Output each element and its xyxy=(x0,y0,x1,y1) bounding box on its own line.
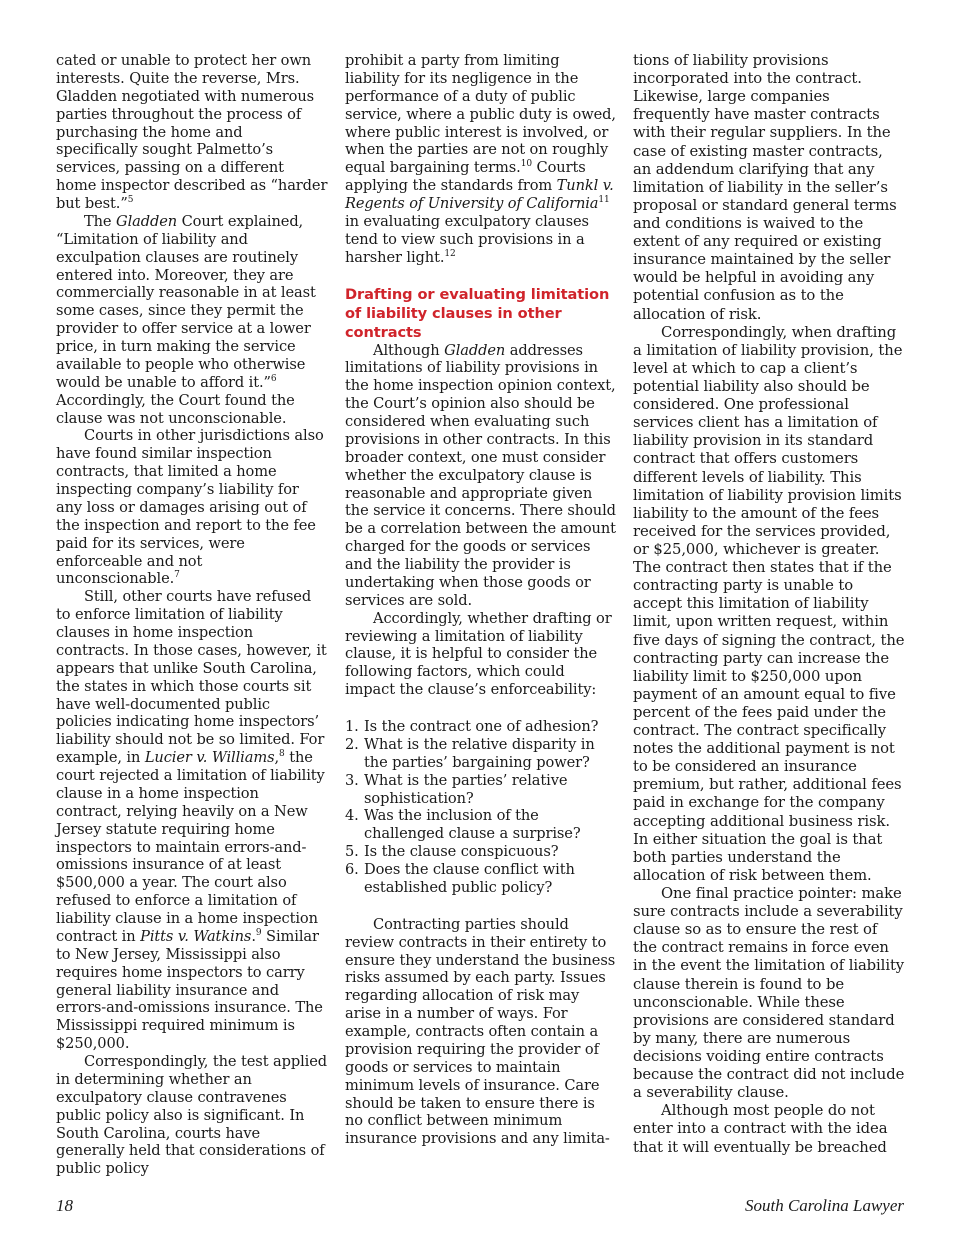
footnote-ref[interactable]: 7 xyxy=(174,570,180,581)
paragraph xyxy=(56,213,328,428)
text-run: 1. xyxy=(345,718,359,735)
list-item xyxy=(345,736,617,772)
text-run: 3. xyxy=(345,771,359,789)
text-run: Accordingly, the Court found the clause was not unconscionable. xyxy=(56,391,295,427)
case-name: Pitts v. Watkins xyxy=(140,927,252,945)
text-run: prohibit a party from limiting liability for its negligence in the performance of a duty of public service, where a public duty is owed, where public interest is involved, or when the parties are not on roughly equal bargaining terms. xyxy=(345,52,616,177)
case-name: Lucier v. Williams xyxy=(144,749,275,767)
journal-name: South Carolina Lawyer xyxy=(745,1196,904,1215)
paragraph xyxy=(56,1053,328,1178)
text-run: The xyxy=(84,212,117,230)
paragraph xyxy=(633,1102,905,1156)
text-run: addresses limitations of liability provisions in the home inspection opinion context, the Court’s opinion also should be considered when evaluating such provisions in other contracts. In this broader context, one must consider whether the exculpatory clause is reasonable and appropriate given the service it concerns. There should be a correlation between the amount charged for the goods or services and the liability the provider is undertaking when those goods or services are sold. xyxy=(345,341,616,609)
case-name: Gladden xyxy=(116,212,178,230)
text-run: Correspondingly, when drafting a limitation of liability provision, the level at which to cap a client’s potential liability also should be considered. One professional services client has a limitation of liability provision in its standard contract that offers customers different levels of liability. This limitation of liability provision limits liability to the amount of the fees received for the services provided, or $25,000, whichever is greater. The contract then states that if the contracting party is unable to accept this limitation of liability limit, upon written request, within five days of signing the contract, the contracting party can increase the liability limit to $250,000 upon payment of an amount equal to five percent of the fees paid under the contract. The contract specifically notes the additional payment is not to be considered an insurance premium, but rather, additional fees paid in exchange for the company accepting additional business risk. In either situation the goal is that both parties understand the allocation of risk between them. xyxy=(633,323,905,884)
text-run: 5. xyxy=(345,843,359,861)
footnote-ref[interactable]: 9 xyxy=(255,927,262,938)
text-run: Similar to New Jersey, Mississippi also requires home inspectors to carry general liability insurance and errors-and-omissions insurance. The Mississippi required minimum is $250,000. xyxy=(56,927,323,1053)
text-run: Does the clause conflict with established public policy? xyxy=(364,861,575,896)
text-run: Was the inclusion of the challenged clause a surprise? xyxy=(364,807,581,843)
text-run: 2. xyxy=(345,735,359,753)
page-number: 18 xyxy=(56,1196,73,1215)
text-run: cated or unable to protect her own interests. Quite the reverse, Mrs. Gladden negotiated with numerous parties throughout the process of purchasing the home and specifically sought Palmetto’s services, passing on a different home inspector described as “harder but best.” xyxy=(56,52,328,212)
paragraph xyxy=(56,52,328,213)
text-run: Is the clause conspicuous? xyxy=(364,843,559,861)
footnote-ref[interactable]: 6 xyxy=(270,373,277,384)
text-run: Court explained, “Limitation of liability and exculpation clauses are routinely entered into. Moreover, they are commercially reasonable in at least some cases, since they permit the provider to offer service at a lower price, in turn making the service available to people who otherwise would be unable to afford it.” xyxy=(56,212,316,391)
paragraph xyxy=(633,52,905,324)
paragraph xyxy=(345,52,617,267)
text-run: Accordingly, whether drafting or reviewing a limitation of liability clause, it is helpful to consider the following factors, which could impact the clause’s enforceability: xyxy=(345,609,612,699)
column-3 xyxy=(633,52,905,1157)
footnote-ref[interactable]: 12 xyxy=(444,248,456,259)
paragraph xyxy=(56,427,328,588)
text-run: Courts in other jurisdictions also have found similar inspection contracts, that limited a home inspecting company’s liability for any loss or damages arising out of the inspection and report to the fee paid for its services, were enforceable and not unconscionable. xyxy=(56,427,324,588)
text-run: What is the parties’ relative sophistication? xyxy=(364,771,568,807)
text-run: Is the contract one of adhesion? xyxy=(364,718,599,735)
paragraph: Still, other courts have refused to enforce limitation of liability clauses in home inspection contracts. In those cases, however, it appears that unlike South Carolina, the states in which those courts sit have well-documented public policies indicating home inspectors’ liability should not be so limited. For example, in Lucier v. Williams,$^8$ the court rejected a limitation of liability clause in a home inspection contract, relying heavily on a New Jersey statute requiring home inspectors to maintain errors-and-omissions insurance of at least $500,000 a year. The court also refused to enforce a limitation of liability clause in a home inspection contract in Pitts v. Watkins.$^9$ Similar to New Jersey, Mississippi also requires home inspectors to carry general liability insurance and errors-and-omissions insurance. The Mississippi required minimum is $250,000. xyxy=(56,588,327,1053)
list-item xyxy=(345,772,617,808)
text-run: Although most people do not enter into a contract with the idea that it will eventually be breached xyxy=(633,1102,888,1156)
footnote-ref[interactable]: 8 xyxy=(279,749,285,760)
text-run: Although xyxy=(373,341,445,359)
column-2 xyxy=(345,52,617,1148)
list-item xyxy=(345,861,617,897)
text-run: What is the relative disparity in the parties’ bargaining power? xyxy=(364,735,595,771)
list-item xyxy=(345,843,617,861)
text-run: the court rejected a limitation of liability clause in a home inspection contract, relying heavily on a New Jersey statute requiring home inspectors to maintain errors-and-omissions insurance of at least $500,000 a year. The court also refused to enforce a limitation of liability clause in a home inspection contract in xyxy=(56,749,325,945)
paragraph xyxy=(633,324,905,885)
paragraph xyxy=(345,610,617,699)
text-run: Correspondingly, the test applied in determining whether an exculpatory clause contravenes public policy also is significant. In South Carolina, courts have generally held that considerations of public policy xyxy=(56,1053,327,1178)
text-run: Contracting parties should review contracts in their entirety to ensure they understand the business risks assumed by each party. Issues regarding allocation of risk may arise in a number of ways. For example, contracts often contain a provision requiring the provider of goods or services to maintain minimum levels of insurance. Care should be taken to ensure there is no conflict between minimum insurance provisions and any limita- xyxy=(345,915,616,1148)
text-run: Still, other courts have refused to enforce limitation of liability clauses in home inspection contracts. In those cases, however, it appears that unlike South Carolina, the states in which those courts sit have well-documented public policies indicating home inspectors’ liability should not be so limited. For example, in xyxy=(56,588,327,767)
column-1 xyxy=(56,52,328,1178)
paragraph xyxy=(633,885,905,1102)
text-run: 4. xyxy=(345,807,359,825)
text-run: One final practice pointer: make sure contracts include a severability clause so as to ensure the rest of the contract remains in force even in the event the limitation of liability clause therein is found to be unconscionable. While these provisions are considered standard by many, there are numerous decisions voiding entire contracts because the contract did not include a severability clause. xyxy=(633,885,905,1102)
footnote-ref[interactable]: 10 xyxy=(520,159,532,170)
paragraph xyxy=(345,342,617,610)
text-run: tions of liability provisions incorporated into the contract. Likewise, large companies frequently have master contracts with their regular suppliers. In the case of existing master contracts, an addendum clarifying that any limitation of liability in the seller’s proposal or standard general terms and conditions is waived to the extent of any required or existing insurance maintained by the seller would be helpful in avoiding any potential confusion as to the allocation of risk. xyxy=(633,52,897,323)
text-run: Courts applying the standards from xyxy=(345,159,586,195)
section-heading: Drafting or evaluating limitation of liability clauses in other contracts xyxy=(345,285,610,341)
case-name: Gladden xyxy=(444,341,506,359)
footnote-ref[interactable]: 11 xyxy=(598,195,610,205)
case-name: Tunkl v. Regents of University of California xyxy=(345,177,614,212)
paragraph xyxy=(345,916,617,1148)
list-item xyxy=(345,718,617,736)
text-run: in evaluating exculpatory clauses tend to view such provisions in a harsher light. xyxy=(345,212,589,266)
footnote-ref[interactable]: 5 xyxy=(127,195,134,205)
list-item xyxy=(345,807,617,843)
text-run: 6. xyxy=(345,861,359,878)
factor-list xyxy=(345,718,617,897)
